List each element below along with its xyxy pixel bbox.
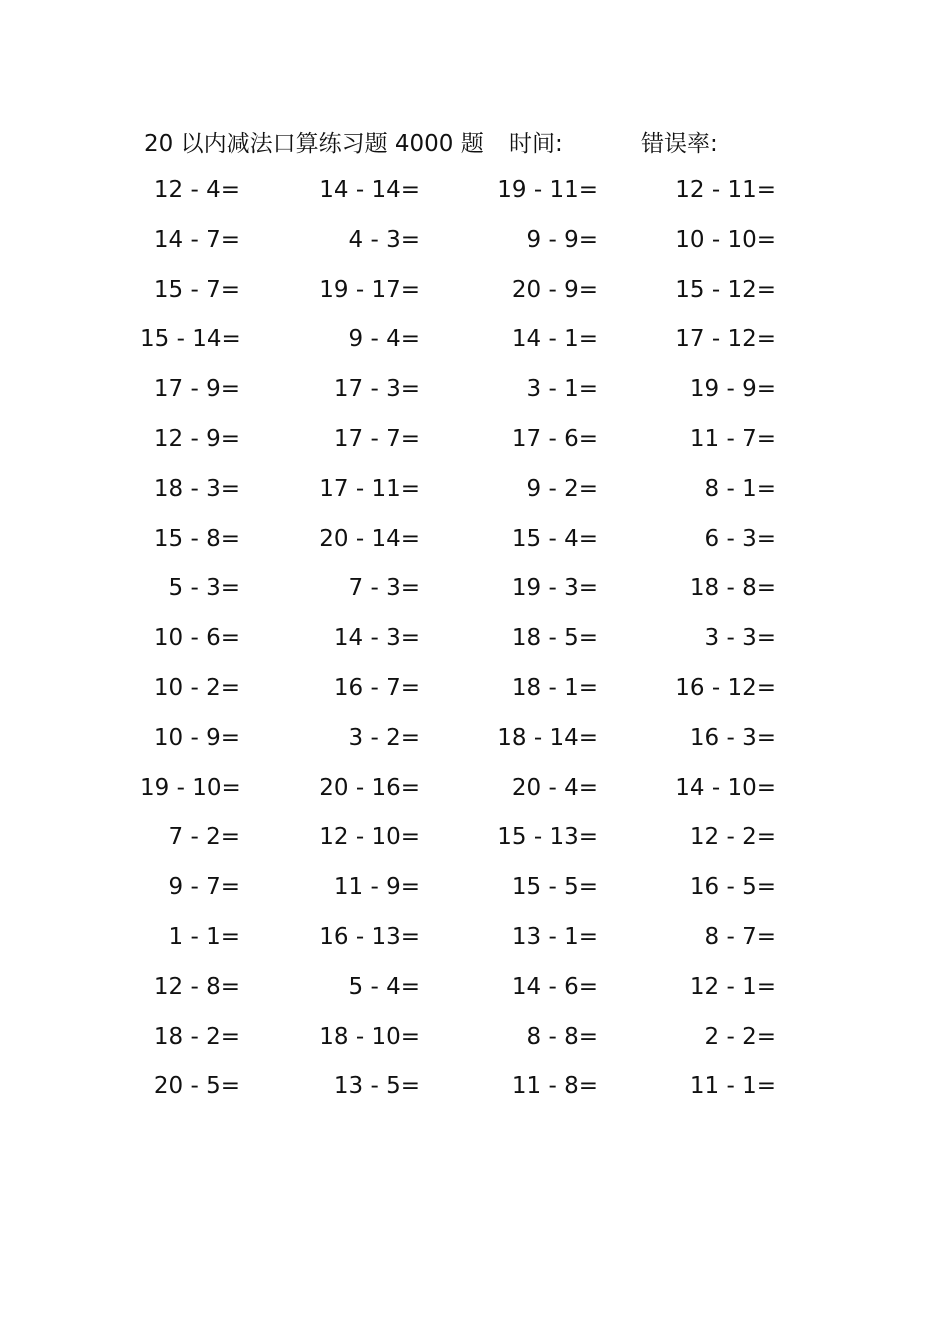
error-rate-label: 错误率: [641, 131, 718, 157]
problem-row [140, 564, 800, 614]
problem-cell: 11 - 1= [689, 1073, 776, 1100]
worksheet-title: 20 以内减法口算练习题 4000 题 [144, 131, 484, 157]
problem-cell: 5 - 4= [348, 973, 420, 1000]
problem-cell: 14 - 7= [153, 226, 240, 253]
problem-cell: 12 - 2= [689, 824, 776, 851]
problem-cell: 9 - 9= [526, 226, 598, 253]
problem-cell: 17 - 7= [333, 425, 420, 452]
problem-grid [140, 166, 800, 1112]
problem-cell: 19 - 11= [497, 177, 598, 203]
problem-cell: 19 - 9= [689, 376, 776, 403]
problem-cell: 3 - 1= [526, 376, 598, 403]
problem-cell: 7 - 2= [168, 824, 240, 851]
problem-cell: 19 - 3= [511, 575, 598, 602]
problem-row [140, 216, 800, 266]
problem-cell: 15 - 8= [153, 525, 240, 552]
problem-cell: 16 - 7= [333, 674, 420, 701]
problem-cell: 8 - 7= [704, 923, 776, 950]
problem-cell: 14 - 14= [319, 177, 420, 203]
problem-cell: 14 - 3= [333, 625, 420, 652]
problem-row [140, 1062, 800, 1112]
problem-cell: 20 - 16= [319, 774, 420, 801]
problem-cell: 14 - 1= [511, 326, 598, 353]
problem-cell: 16 - 12= [675, 674, 776, 701]
problem-cell: 14 - 6= [511, 973, 598, 1000]
problem-cell: 12 - 8= [153, 973, 240, 1000]
problem-cell: 11 - 7= [689, 425, 776, 452]
problem-cell: 10 - 6= [153, 625, 240, 652]
problem-cell: 13 - 5= [333, 1073, 420, 1100]
problem-cell: 16 - 13= [319, 923, 420, 950]
problem-cell: 15 - 14= [140, 326, 241, 353]
problem-cell: 8 - 1= [704, 475, 776, 502]
problem-cell: 2 - 2= [704, 1023, 776, 1050]
problem-row [140, 515, 800, 565]
problem-cell: 17 - 6= [511, 425, 598, 452]
problem-row [140, 465, 800, 515]
problem-row [140, 166, 800, 216]
problem-cell: 15 - 13= [497, 824, 598, 851]
problem-cell: 18 - 2= [153, 1023, 240, 1050]
problem-cell: 10 - 9= [153, 724, 240, 751]
problem-row [140, 764, 800, 814]
problem-cell: 15 - 7= [153, 276, 240, 303]
problem-cell: 15 - 12= [675, 276, 776, 303]
problem-cell: 12 - 9= [153, 425, 240, 452]
problem-cell: 12 - 11= [675, 177, 776, 203]
problem-row [140, 664, 800, 714]
problem-row [140, 315, 800, 365]
problem-cell: 15 - 4= [511, 525, 598, 552]
problem-cell: 9 - 2= [526, 475, 598, 502]
problem-cell: 18 - 14= [497, 724, 598, 751]
problem-cell: 5 - 3= [168, 575, 240, 602]
problem-cell: 7 - 3= [348, 575, 420, 602]
problem-cell: 18 - 1= [511, 674, 598, 701]
problem-cell: 16 - 3= [689, 724, 776, 751]
problem-cell: 14 - 10= [675, 774, 776, 801]
worksheet-header [144, 124, 844, 164]
problem-cell: 15 - 5= [511, 874, 598, 901]
problem-cell: 17 - 9= [153, 376, 240, 403]
problem-cell: 3 - 2= [348, 724, 420, 751]
problem-row [140, 863, 800, 913]
problem-cell: 9 - 4= [348, 326, 420, 353]
problem-cell: 20 - 14= [319, 525, 420, 552]
problem-cell: 11 - 8= [511, 1073, 598, 1100]
problem-row [140, 913, 800, 963]
problem-cell: 18 - 5= [511, 625, 598, 652]
problem-cell: 20 - 5= [153, 1073, 240, 1100]
problem-cell: 10 - 10= [675, 226, 776, 253]
problem-cell: 17 - 11= [319, 475, 420, 502]
problem-cell: 16 - 5= [689, 874, 776, 901]
problem-cell: 20 - 9= [511, 276, 598, 303]
problem-cell: 12 - 1= [689, 973, 776, 1000]
problem-row [140, 365, 800, 415]
problem-cell: 11 - 9= [333, 874, 420, 901]
problem-row [140, 415, 800, 465]
problem-cell: 12 - 10= [319, 824, 420, 851]
problem-row [140, 1013, 800, 1063]
problem-cell: 4 - 3= [348, 226, 420, 253]
problem-cell: 18 - 3= [153, 475, 240, 502]
problem-cell: 20 - 4= [511, 774, 598, 801]
problem-cell: 1 - 1= [168, 923, 240, 950]
problem-cell: 12 - 4= [153, 177, 240, 203]
problem-cell: 3 - 3= [704, 625, 776, 652]
problem-cell: 17 - 12= [675, 326, 776, 353]
problem-cell: 8 - 8= [526, 1023, 598, 1050]
problem-cell: 13 - 1= [511, 923, 598, 950]
problem-cell: 18 - 8= [689, 575, 776, 602]
problem-row [140, 714, 800, 764]
problem-cell: 18 - 10= [319, 1023, 420, 1050]
problem-row [140, 813, 800, 863]
problem-cell: 10 - 2= [153, 674, 240, 701]
problem-cell: 17 - 3= [333, 376, 420, 403]
time-label: 时间: [509, 131, 563, 157]
problem-row [140, 614, 800, 664]
problem-row [140, 963, 800, 1013]
problem-cell: 9 - 7= [168, 874, 240, 901]
problem-cell: 19 - 10= [140, 774, 241, 801]
problem-cell: 6 - 3= [704, 525, 776, 552]
problem-cell: 19 - 17= [319, 276, 420, 303]
problem-row [140, 266, 800, 316]
